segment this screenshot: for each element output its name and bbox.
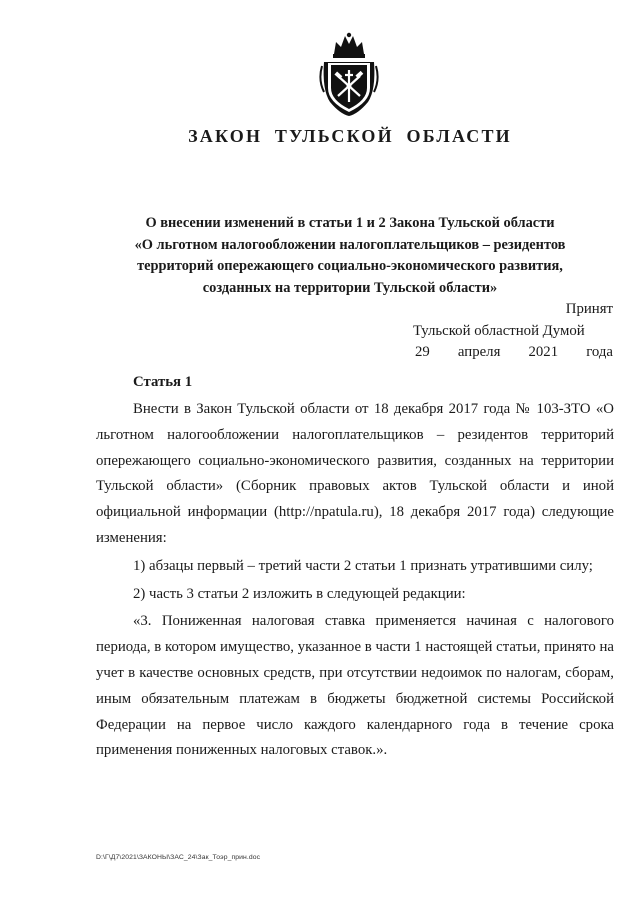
- subject-line: территорий опережающего социально-экономического развития,: [137, 258, 563, 274]
- article-body: [96, 397, 614, 764]
- adopted-label: Принят: [565, 301, 613, 317]
- adoption-day: 29: [415, 344, 430, 360]
- adoption-month: апреля: [457, 344, 501, 360]
- article-heading: Статья 1: [133, 374, 193, 390]
- article-intro-paragraph: Внести в Закон Тульской области от 18 декабря 2017 года № 103-ЗТО «О льготном налогообложении налогоплательщиков – резидентов территорий опережающего социально-экономического развития, созданных на территории Тульской области» (Сборник правовых актов Тульской области и иной официальной информации (http://npatula.ru), 18 декабря 2017 года) следующие изменения:: [96, 401, 614, 546]
- article-item-1: 1) абзацы первый – третий части 2 статьи 1 признать утратившими силу;: [133, 557, 593, 574]
- tula-coat-of-arms-emblem: [318, 30, 380, 118]
- article-quote-paragraph: «3. Пониженная налоговая ставка применяется начиная с налогового периода, в котором имущество, указанное в части 1 настоящей статьи, принято на учет в качестве основных средств, при отсутствии недоимок по налогам, сборам, иным обязательным платежам в бюджеты бюджетной системы Российской Федерации на первое число каждого календарного года в течение срока применения пониженных налоговых ставок.».: [96, 613, 614, 759]
- adopted-by: Тульской областной Думой: [413, 322, 585, 339]
- adoption-block: [413, 299, 613, 364]
- subject-line: О внесении изменений в статьи 1 и 2 Закона Тульской области: [145, 215, 555, 231]
- adoption-year: 2021: [528, 344, 559, 360]
- law-subject: [110, 213, 590, 299]
- subject-line: созданных на территории Тульской области»: [202, 279, 498, 296]
- law-title: ЗАКОН ТУЛЬСКОЙ ОБЛАСТИ: [188, 126, 512, 146]
- adoption-year-word: года: [586, 344, 613, 360]
- article-item-2: 2) часть 3 статьи 2 изложить в следующей редакции:: [133, 585, 466, 602]
- file-path-footer: D:\Г\Д7\2021\ЗАКОНЫ\ЗАС_24\Зак_Тоэр_прин.doc: [96, 854, 261, 861]
- subject-line: «О льготном налогообложении налогоплательщиков – резидентов: [134, 236, 566, 253]
- adoption-date: [413, 342, 613, 364]
